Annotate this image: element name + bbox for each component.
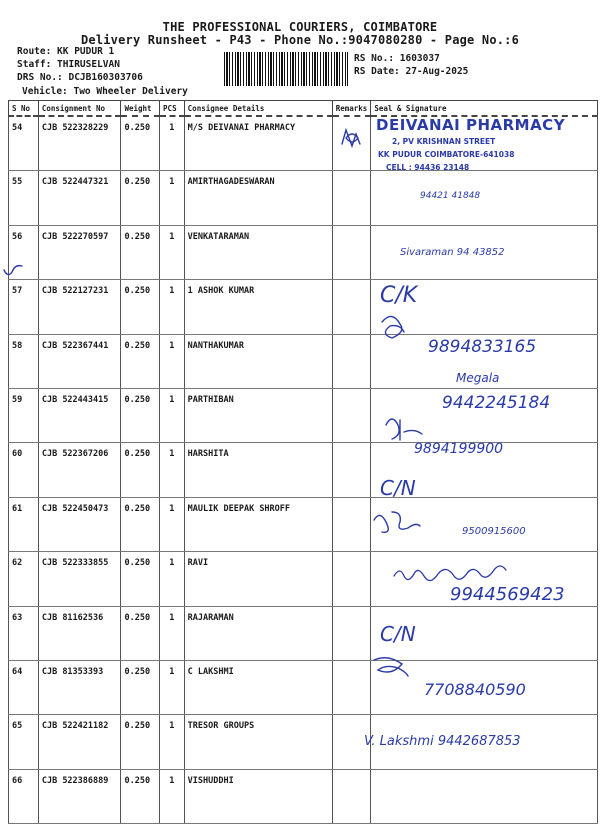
sno-cell: 62 [9, 552, 39, 606]
sno-cell: 57 [9, 280, 39, 334]
weight-cell: 0.250 [121, 715, 160, 769]
consignee-cell: AMIRTHAGADESWARAN [184, 171, 332, 225]
consignment-cell: CJB 522443415 [38, 388, 121, 442]
consignee-cell: VISHUDDHI [184, 769, 332, 823]
pcs-cell: 1 [160, 769, 185, 823]
pcs-cell: 1 [160, 280, 185, 334]
pcs-cell: 1 [160, 660, 185, 714]
weight-cell: 0.250 [121, 552, 160, 606]
weight-cell: 0.250 [121, 334, 160, 388]
pharmacy-stamp-phone: CELL : 94436 23148 [386, 163, 470, 172]
col-consignee: Consignee Details [184, 101, 332, 117]
consignment-cell: CJB 522367206 [38, 443, 121, 497]
sno-cell: 64 [9, 660, 39, 714]
signature-54-scribble [346, 134, 358, 142]
consignment-cell: CJB 522450473 [38, 497, 121, 551]
handwriting-60: 9894199900 [414, 441, 504, 457]
weight-cell: 0.250 [121, 660, 160, 714]
consignee-cell: RAVI [184, 552, 332, 606]
pcs-cell: 1 [160, 388, 185, 442]
weight-cell: 0.250 [121, 443, 160, 497]
consignment-cell: CJB 522333855 [38, 552, 121, 606]
consignee-cell: RAJARAMAN [184, 606, 332, 660]
rs-number: RS No.: 1603037 [354, 53, 440, 64]
pcs-cell: 1 [160, 225, 185, 279]
pharmacy-stamp-city: KK PUDUR COIMBATORE-641038 [378, 150, 515, 159]
col-consignment: Consignment No [38, 101, 121, 117]
pcs-cell: 1 [160, 497, 185, 551]
consignment-cell: CJB 522421182 [38, 715, 121, 769]
consignee-cell: NANTHAKUMAR [184, 334, 332, 388]
handwriting-63: 9944569423 [450, 584, 565, 605]
pcs-cell: 1 [160, 171, 185, 225]
sno-cell: 54 [9, 116, 39, 171]
sno-cell: 63 [9, 606, 39, 660]
sno-cell: 58 [9, 334, 39, 388]
consignment-cell: CJB 522328229 [38, 116, 121, 171]
sno-cell: 56 [9, 225, 39, 279]
route-label: Route: KK PUDUR 1 [17, 46, 115, 57]
consignment-cell: CJB 522127231 [38, 280, 121, 334]
consignee-cell: M/S DEIVANAI PHARMACY [184, 116, 332, 171]
handwriting-59-phone: 9442245184 [442, 393, 551, 413]
consignment-cell: CJB 522367441 [38, 334, 121, 388]
pcs-cell: 1 [160, 606, 185, 660]
sno-cell: 61 [9, 497, 39, 551]
weight-cell: 0.250 [121, 769, 160, 823]
company-title: THE PROFESSIONAL COURIERS, COIMBATORE [162, 20, 438, 34]
vehicle-label: Vehicle: Two Wheeler Delivery [22, 86, 188, 97]
handwriting-66: V. Lakshmi 9442687853 [364, 734, 521, 749]
col-pcs: PCS [160, 101, 185, 117]
rs-date: RS Date: 27-Aug-2025 [354, 66, 469, 77]
weight-cell: 0.250 [121, 225, 160, 279]
sno-cell: 66 [9, 769, 39, 823]
consignment-cell: CJB 81353393 [38, 660, 121, 714]
signature-65 [374, 658, 408, 676]
consignee-cell: C LAKSHMI [184, 660, 332, 714]
consignee-cell: PARTHIBAN [184, 388, 332, 442]
col-remarks: Remarks [332, 101, 371, 117]
sno-cell: 59 [9, 388, 39, 442]
weight-cell: 0.250 [121, 606, 160, 660]
pharmacy-stamp-name: DEIVANAI PHARMACY [376, 116, 566, 134]
tamil-signature-63 [394, 566, 506, 581]
weight-cell: 0.250 [121, 171, 160, 225]
consignee-cell: VENKATARAMAN [184, 225, 332, 279]
weight-cell: 0.250 [121, 388, 160, 442]
consignee-cell: TRESOR GROUPS [184, 715, 332, 769]
sno-cell: 65 [9, 715, 39, 769]
handwriting-57: C/K [380, 283, 418, 308]
col-weight: Weight [121, 101, 160, 117]
consignee-cell: 1 ASHOK KUMAR [184, 280, 332, 334]
pcs-cell: 1 [160, 116, 185, 171]
col-seal-signature: Seal & Signature [371, 101, 598, 117]
tick-mark-57 [4, 266, 22, 275]
pcs-cell: 1 [160, 334, 185, 388]
consignee-cell: HARSHITA [184, 443, 332, 497]
signature-62 [374, 512, 420, 532]
handwriting-55: 94421 41848 [420, 191, 481, 201]
staff-label: Staff: THIRUSELVAN [17, 59, 120, 70]
col-sno: S No [9, 101, 39, 117]
pcs-cell: 1 [160, 715, 185, 769]
consignee-cell: MAULIK DEEPAK SHROFF [184, 497, 332, 551]
handwriting-62: 9500915600 [462, 526, 526, 537]
weight-cell: 0.250 [121, 497, 160, 551]
signature-58 [382, 316, 404, 338]
consignment-cell: CJB 522270597 [38, 225, 121, 279]
consignment-cell: CJB 522447321 [38, 171, 121, 225]
weight-cell: 0.250 [121, 116, 160, 171]
pharmacy-stamp-address: 2, PV KRISHNAN STREET [392, 137, 496, 146]
sno-cell: 55 [9, 171, 39, 225]
handwriting-61: C/N [380, 476, 416, 500]
handwriting-64: C/N [380, 622, 416, 646]
handwriting-56: Sivaraman 94 43852 [400, 247, 505, 258]
pcs-cell: 1 [160, 552, 185, 606]
runsheet-subtitle: Delivery Runsheet - P43 - Phone No.:9047080280 - Page No.:6 [80, 33, 520, 47]
pcs-cell: 1 [160, 443, 185, 497]
handwriting-58: 9894833165 [428, 337, 537, 357]
handwriting-65: 7708840590 [424, 680, 526, 699]
drs-label: DRS No.: DCJB160303706 [17, 72, 143, 83]
handwriting-59-name: Megala [456, 371, 500, 385]
signature-60 [386, 419, 422, 440]
weight-cell: 0.250 [121, 280, 160, 334]
consignment-cell: CJB 522386889 [38, 769, 121, 823]
sno-cell: 60 [9, 443, 39, 497]
consignment-cell: CJB 81162536 [38, 606, 121, 660]
